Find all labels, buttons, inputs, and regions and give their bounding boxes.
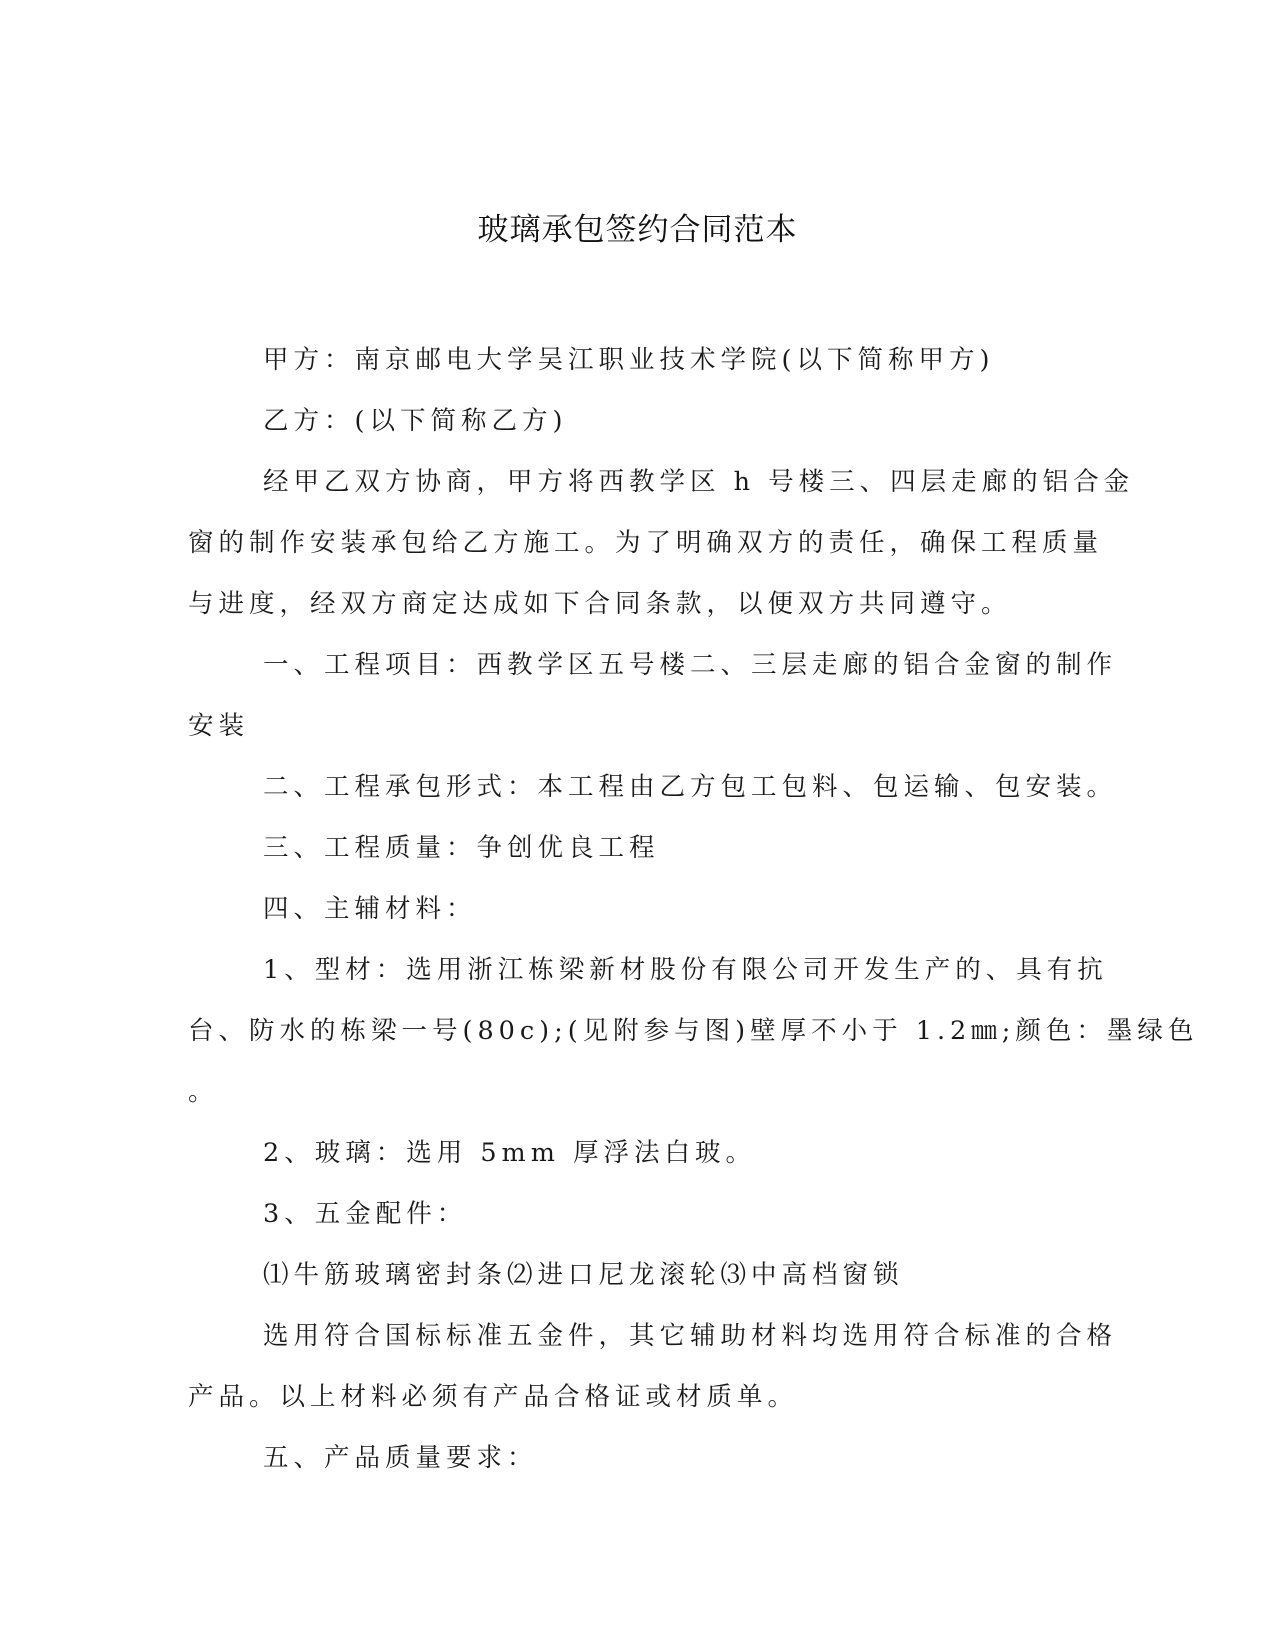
material-hardware-heading: 3、五金配件： — [263, 1199, 468, 1229]
clause-quality-line: 三、工程质量：争创优良工程 — [263, 833, 660, 863]
clause-materials-heading: 四、主辅材料： — [263, 894, 477, 924]
material-profile-line: 1、型材：选用浙江栋梁新材股份有限公司开发生产的、具有抗 — [263, 955, 1108, 985]
material-profile-line: 台、防水的栋梁一号(80c);(见附参与图)壁厚不小于 1.2㎜;颜色：墨绿色 — [188, 1016, 1199, 1046]
clause-contract-form-line: 二、工程承包形式：本工程由乙方包工包料、包运输、包安装。 — [263, 772, 1118, 802]
intro-paragraph-line: 与进度，经双方商定达成如下合同条款，以便双方共同遵守。 — [188, 589, 1012, 619]
party-a-line: 甲方：南京邮电大学吴江职业技术学院(以下简称甲方) — [263, 345, 995, 375]
intro-paragraph-line: 经甲乙双方协商，甲方将西教学区 h 号楼三、四层走廊的铝合金 — [263, 467, 1135, 497]
material-glass-line: 2、玻璃：选用 5mm 厚浮法白玻。 — [263, 1138, 757, 1168]
document-title: 玻璃承包签约合同范本 — [477, 212, 798, 248]
document-body — [188, 330, 1199, 1489]
intro-paragraph-line: 窗的制作安装承包给乙方施工。为了明确双方的责任，确保工程质量 — [188, 528, 1104, 558]
material-profile-line: 。 — [188, 1077, 219, 1107]
material-hardware-list: ⑴牛筋玻璃密封条⑵进口尼龙滚轮⑶中高档窗锁 — [263, 1260, 904, 1290]
party-b-line: 乙方：(以下简称乙方) — [263, 406, 568, 436]
clause-project-line: 一、工程项目：西教学区五号楼二、三层走廊的铝合金窗的制作 — [263, 650, 1118, 680]
material-standard-line: 选用符合国标标准五金件，其它辅助材料均选用符合标准的合格 — [263, 1321, 1118, 1351]
clause-product-quality-heading: 五、产品质量要求： — [263, 1443, 538, 1473]
material-standard-line: 产品。以上材料必须有产品合格证或材质单。 — [188, 1382, 799, 1412]
clause-project-line: 安装 — [188, 711, 250, 741]
